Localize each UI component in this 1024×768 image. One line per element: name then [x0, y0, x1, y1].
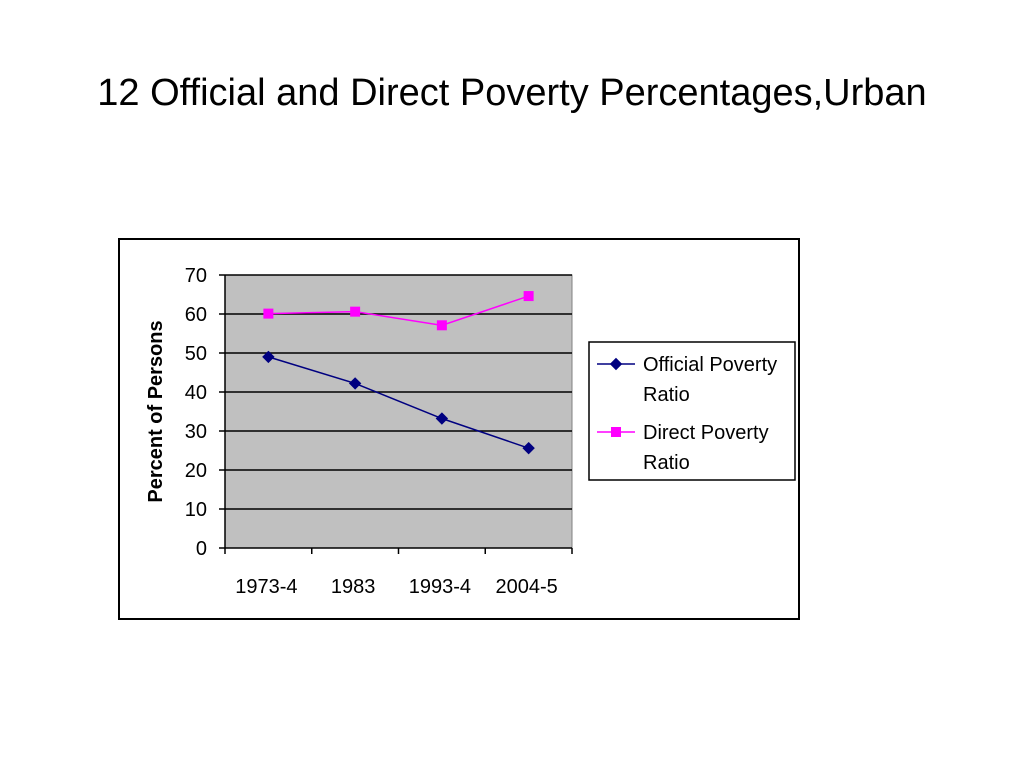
y-tick-label: 20 [184, 460, 207, 482]
plot-area [225, 275, 572, 548]
legend-label: Direct Poverty [643, 422, 769, 444]
y-tick-label: 0 [195, 538, 207, 560]
data-point-series-2 [264, 309, 273, 318]
y-tick-label: 50 [184, 343, 207, 365]
x-tick-label: 1983 [330, 576, 376, 598]
legend-swatch-marker [612, 428, 621, 437]
data-point-series-2 [524, 292, 533, 301]
y-tick-label: 40 [184, 382, 207, 404]
legend-label: Ratio [643, 384, 690, 406]
x-tick-label: 1993-4 [408, 576, 472, 598]
data-point-series-2 [351, 307, 360, 316]
y-axis-title: Percent of Persons [145, 320, 167, 503]
y-tick-label: 30 [184, 421, 207, 443]
slide-title: 12 Official and Direct Poverty Percentages,Urban [97, 72, 927, 114]
x-tick-label: 2004-5 [495, 576, 558, 598]
y-tick-label: 10 [184, 499, 207, 521]
legend-label: Ratio [643, 452, 690, 474]
x-tick-label: 1973-4 [235, 576, 298, 598]
data-point-series-2 [437, 321, 446, 330]
y-tick-label: 70 [184, 265, 207, 287]
legend-label: Official Poverty [643, 354, 778, 376]
y-tick-label: 60 [184, 304, 207, 326]
